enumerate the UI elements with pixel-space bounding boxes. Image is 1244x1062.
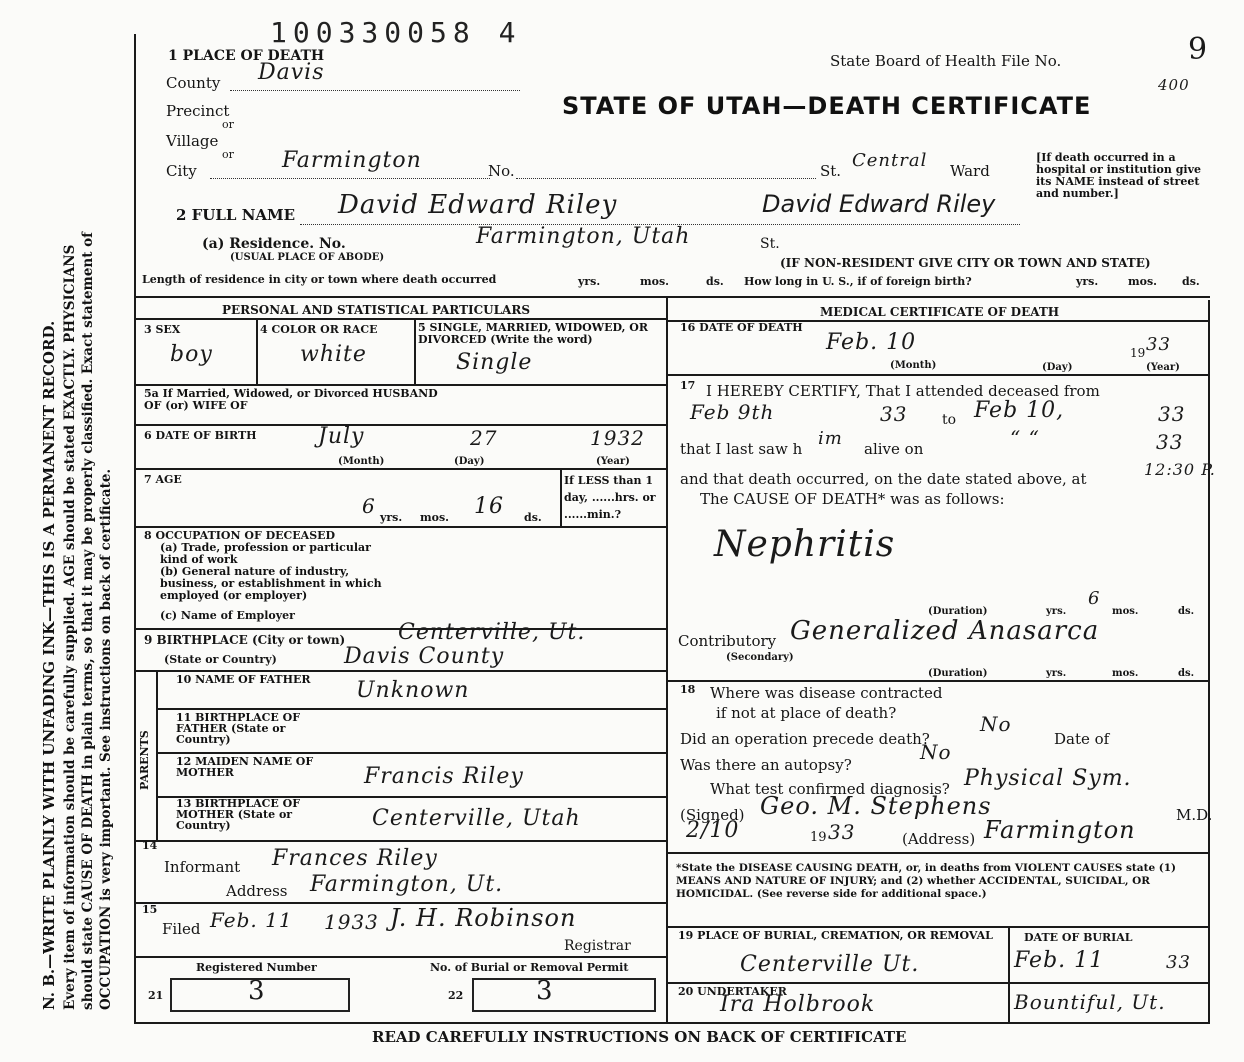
rule-top (134, 296, 1210, 298)
death-year-cap: (Year) (1146, 362, 1180, 373)
death-year: 33 (1146, 334, 1171, 355)
age-mos: mos. (420, 511, 449, 524)
street-value: Central (852, 150, 928, 171)
to-label: to (942, 412, 957, 428)
date-of-death-label: 16 DATE OF DEATH (680, 321, 803, 334)
signed-label: (Signed) (680, 806, 745, 824)
informant-label: Informant (164, 858, 241, 876)
or-2: or (222, 148, 234, 161)
from-date: Feb 9th (690, 400, 775, 424)
file-no-label: State Board of Health File No. (830, 52, 1062, 70)
residence-value: Farmington, Utah (476, 224, 691, 249)
burial-permit-label: No. of Burial or Removal Permit (430, 961, 629, 974)
contracted-text: Where was disease contracted (710, 684, 943, 702)
duration2-yrs: yrs. (1046, 668, 1067, 679)
burial-date: Feb. 11 (1014, 948, 1105, 973)
test-value: Physical Sym. (964, 766, 1132, 791)
usual-abode-label: (USUAL PLACE OF ABODE) (230, 252, 385, 263)
contributory-cause: Generalized Anasarca (790, 616, 1100, 646)
rule-footnote (666, 852, 1210, 854)
death-day-cap: (Day) (1042, 362, 1073, 373)
signature-year-prefix: 19 (810, 830, 827, 845)
time-of-death: 12:30 P. (1144, 460, 1216, 479)
alive-on-label: alive on (864, 440, 924, 458)
city-label: City (166, 162, 197, 180)
duration-mos-value: 6 (1088, 588, 1101, 609)
dob-year-cap: (Year) (596, 456, 630, 467)
alive-year: 33 (1156, 430, 1184, 454)
test-text: What test confirmed diagnosis? (710, 780, 950, 798)
duration-ds: ds. (1178, 606, 1195, 617)
autopsy-value: No (920, 740, 952, 764)
burial-date-label: DATE OF BURIAL (1024, 931, 1133, 944)
birthplace-label: 9 BIRTHPLACE (City or town) (144, 633, 346, 647)
rule-20 (666, 982, 1210, 984)
signature-address-label: (Address) (902, 830, 976, 848)
burial-permit-box (472, 978, 656, 1012)
no-line (516, 178, 816, 179)
serial-number: 100330058 4 (270, 16, 522, 49)
color-label: 4 COLOR OR RACE (260, 323, 378, 336)
registrar-label: Registrar (564, 938, 631, 954)
signature-date: 2/10 (686, 818, 740, 843)
city-value: Farmington (282, 148, 422, 173)
county-line (230, 90, 520, 91)
village-label: Village (166, 132, 219, 150)
dob-day: 27 (470, 426, 498, 450)
age-mos-value: 6 (362, 494, 376, 518)
length-mos: mos. (640, 275, 669, 288)
occupation-label: 8 OCCUPATION OF DECEASED (144, 529, 336, 542)
rule-10 (134, 670, 666, 672)
margin-line-4: OCCUPATION is very important. See instructions on back of certificate. (98, 468, 114, 1010)
county-value: Davis (258, 60, 325, 85)
mother-birthplace-value: Centerville, Utah (372, 806, 581, 831)
dob-label: 6 DATE OF BIRTH (144, 429, 257, 442)
us-residence-label: How long in U. S., if of foreign birth? (744, 275, 972, 288)
filed-year: 1933 (324, 910, 379, 934)
hospital-note: [If death occurred in a hospital or institution give its NAME instead of street and number.] (1036, 151, 1201, 200)
undertaker-label: 20 UNDERTAKER (678, 985, 787, 998)
last-saw-him: im (818, 428, 843, 449)
frame-right (1208, 300, 1210, 1024)
to-year: 33 (1158, 402, 1186, 426)
duration2-label: (Duration) (928, 668, 988, 679)
signature-address: Farmington (984, 816, 1136, 844)
burial-permit-number: 3 (536, 976, 554, 1006)
frame-left (134, 34, 136, 1024)
file-no: 9 (1188, 32, 1209, 67)
burial-place-label: 19 PLACE OF BURIAL, CREMATION, OR REMOVAL (678, 929, 993, 942)
certify-text: I HEREBY CERTIFY, That I attended deceased from (706, 382, 1100, 400)
precinct-label: Precinct (166, 102, 230, 120)
rule-8 (134, 526, 666, 528)
registered-number: 3 (248, 976, 266, 1006)
margin-line-3: should state CAUSE OF DEATH in plain terms, so that it may be properly classified. Exact statement of (80, 232, 96, 1010)
place-of-death-heading: 1 PLACE OF DEATH (168, 48, 325, 64)
informant-address-label: Address (226, 882, 288, 900)
color-value: white (300, 342, 367, 367)
rule-burial-date (1008, 926, 1010, 1022)
full-name-label: 2 FULL NAME (176, 206, 296, 224)
registered-number-label: Registered Number (196, 961, 317, 974)
marital-value: Single (456, 350, 533, 375)
full-name-typed: David Edward Riley (762, 190, 996, 218)
burial-year: 33 (1166, 952, 1191, 973)
rule-personal-head (134, 318, 666, 320)
rule-12 (156, 752, 666, 754)
birthplace-city: Centerville, Ut. (398, 620, 586, 645)
margin-line-1: N. B.—WRITE PLAINLY WITH UNFADING INK—THIS IS A PERMANENT RECORD. (40, 320, 58, 1010)
operation-value: No (980, 712, 1012, 736)
occupation-b: (b) General nature of industry, business, or establishment in which employed (or employer) (160, 565, 382, 602)
duration-mos: mos. (1112, 606, 1139, 617)
filed-num: 15 (142, 903, 158, 916)
dob-day-cap: (Day) (454, 456, 485, 467)
non-resident-note: (IF NON-RESIDENT GIVE CITY OR TOWN AND STATE) (780, 256, 1151, 270)
rule-19 (666, 926, 1210, 928)
residence-label: (a) Residence. No. (202, 236, 346, 252)
no-label: No. (488, 162, 515, 180)
cause-footnote: *State the DISEASE CAUSING DEATH, or, in deaths from VIOLENT CAUSES state (1) MEANS AND NATURE OF INJURY; and (2) whether ACCIDENTAL, SUICIDAL, OR HOMICIDAL. (See reverse side for additional space.) (676, 862, 1177, 900)
death-year-prefix: 19 (1130, 346, 1146, 360)
signature-year: 33 (828, 820, 856, 844)
physician-signature: Geo. M. Stephens (760, 792, 992, 820)
mother-value: Francis Riley (364, 764, 524, 789)
less-than-day-label: If LESS than 1 day, ......hrs. or ......min.? (564, 474, 656, 521)
footer-instructions: READ CAREFULLY INSTRUCTIONS ON BACK OF CERTIFICATE (372, 1028, 907, 1046)
death-month-cap: (Month) (890, 360, 937, 371)
city-line (210, 178, 490, 179)
dob-month: July (318, 424, 365, 449)
contracted-text-2: if not at place of death? (716, 704, 897, 722)
burial-place: Centerville Ut. (740, 952, 920, 977)
death-month-day: Feb. 10 (826, 330, 917, 355)
column-divider (666, 298, 668, 1022)
length-residence-label: Length of residence in city or town where death occurred (142, 273, 497, 286)
medical-heading: MEDICAL CERTIFICATE OF DEATH (820, 305, 1060, 319)
filed-date: Feb. 11 (210, 908, 293, 932)
reg-prefix: 21 (148, 989, 164, 1002)
sex-label: 3 SEX (144, 323, 181, 336)
father-label: 10 NAME OF FATHER (176, 673, 311, 686)
from-year: 33 (880, 402, 908, 426)
duration-label: (Duration) (928, 606, 988, 617)
age-yrs: yrs. (380, 511, 403, 524)
marital-label: 5 SINGLE, MARRIED, WIDOWED, OR DIVORCED (Write the word) (418, 321, 649, 346)
occupation-c: (c) Name of Employer (160, 609, 295, 622)
rule-sex (256, 318, 258, 384)
ward-label: Ward (950, 162, 990, 180)
duration2-mos: mos. (1112, 668, 1139, 679)
length-yrs: yrs. (578, 275, 601, 288)
burial-prefix: 22 (448, 989, 464, 1002)
autopsy-text: Was there an autopsy? (680, 756, 852, 774)
county-label: County (166, 74, 221, 92)
informant-num: 14 (142, 839, 158, 852)
residence-st-label: St. (760, 236, 780, 252)
parents-label: PARENTS (138, 730, 151, 790)
duration-yrs: yrs. (1046, 606, 1067, 617)
certificate-title: STATE OF UTAH—DEATH CERTIFICATE (562, 92, 1092, 120)
rule-6 (134, 424, 666, 426)
duration2-ds: ds. (1178, 668, 1195, 679)
rule-14 (134, 840, 666, 842)
informant-address: Farmington, Ut. (310, 872, 504, 897)
cause-text: The CAUSE OF DEATH* was as follows: (700, 490, 1005, 508)
father-value: Unknown (356, 678, 470, 703)
age-ds-value: 16 (474, 494, 504, 519)
undertaker-name: Ira Holbrook (720, 992, 876, 1017)
mother-label: 12 MAIDEN NAME OF MOTHER (176, 755, 314, 779)
certify-num: 17 (680, 379, 696, 392)
to-date: Feb 10, (974, 398, 1065, 423)
occurred-text: and that death occurred, on the date stated above, at (680, 470, 1087, 488)
age-label: 7 AGE (144, 473, 182, 486)
md-label: M.D. (1176, 806, 1213, 824)
dob-month-cap: (Month) (338, 456, 385, 467)
secondary-label: (Secondary) (726, 652, 794, 663)
rule-11 (156, 708, 666, 710)
rule-17 (666, 374, 1210, 376)
dob-year: 1932 (590, 426, 645, 450)
undertaker-address: Bountiful, Ut. (1014, 990, 1166, 1014)
mother-birthplace-label: 13 BIRTHPLACE OF MOTHER (State or Country) (176, 797, 301, 832)
frame-bottom (134, 1022, 1210, 1024)
contributory-label: Contributory (678, 632, 777, 650)
length-ds: ds. (706, 275, 724, 288)
registrar-signature: J. H. Robinson (390, 904, 577, 932)
margin-line-2: Every item of information should be carefully supplied. AGE should be stated EXACTLY. PHYSICIANS (62, 244, 78, 1010)
birthplace-state-label: (State or Country) (164, 653, 277, 666)
rule-reg (134, 956, 666, 958)
cause-of-death: Nephritis (714, 524, 896, 565)
rule-18 (666, 680, 1210, 682)
last-saw-text: that I last saw h (680, 440, 803, 458)
contracted-num: 18 (680, 683, 696, 696)
filed-label: Filed (162, 920, 201, 938)
date-of-label: Date of (1054, 730, 1110, 748)
rule-less (560, 468, 562, 526)
rule-7 (134, 468, 666, 470)
rule-parents (156, 670, 158, 840)
us-mos: mos. (1128, 275, 1157, 288)
or-1: or (222, 118, 234, 131)
full-name-handwritten: David Edward Riley (338, 190, 618, 220)
us-ds: ds. (1182, 275, 1200, 288)
sex-value: boy (170, 342, 213, 367)
occupation-a: (a) Trade, profession or particular kind of work (160, 541, 371, 566)
corner-number: 400 (1158, 76, 1190, 94)
rule-color (414, 318, 416, 384)
personal-heading: PERSONAL AND STATISTICAL PARTICULARS (222, 303, 531, 317)
birthplace-state: Davis County (344, 644, 505, 669)
informant-value: Frances Riley (272, 846, 438, 871)
father-birthplace-label: 11 BIRTHPLACE OF FATHER (State or Country) (176, 711, 301, 746)
age-ds: ds. (524, 511, 542, 524)
spouse-label: 5a If Married, Widowed, or Divorced HUSBAND OF (or) WIFE OF (144, 387, 438, 412)
us-yrs: yrs. (1076, 275, 1099, 288)
alive-date: “ “ (1010, 426, 1040, 450)
operation-text: Did an operation precede death? (680, 730, 930, 748)
rule-5a (134, 384, 666, 386)
st-label: St. (820, 162, 842, 180)
